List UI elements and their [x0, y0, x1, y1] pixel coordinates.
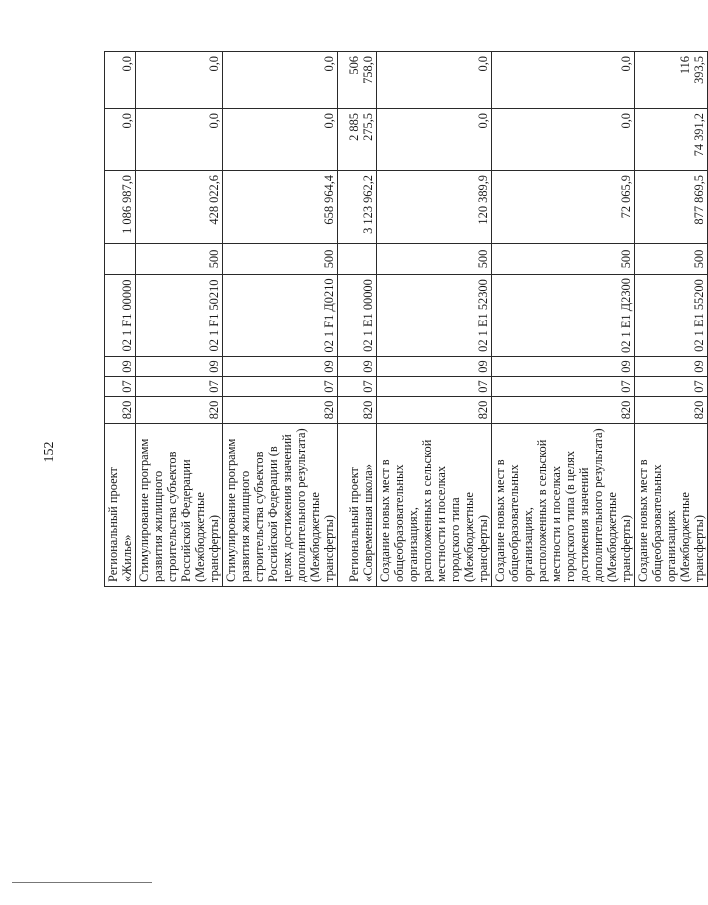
expense-type-code: 500 — [223, 244, 338, 275]
row-name: Создание новых мест в общеобразовательных организациях, расположенных в сельской местности и поселках городского типа (Межбюджетные трансферты) — [377, 424, 492, 587]
ministry-code: 820 — [136, 397, 223, 424]
amount-year-3: 0,0 — [136, 52, 223, 109]
amount-year-3: 116 393,5 — [635, 52, 708, 109]
amount-year-2: 0,0 — [136, 109, 223, 171]
section-code: 07 — [492, 377, 635, 397]
row-name: Региональный проект «Жилье» — [105, 424, 136, 587]
table-row — [492, 52, 635, 587]
amount-year-1: 72 065,9 — [492, 171, 635, 244]
target-article-code: 02 1 F1 50210 — [136, 275, 223, 357]
table-row — [635, 52, 708, 587]
amount-year-3: 506 758,0 — [338, 52, 377, 109]
target-article-code: 02 1 F1 Д0210 — [223, 275, 338, 357]
section-code: 07 — [635, 377, 708, 397]
table-row — [338, 52, 377, 587]
ministry-code: 820 — [338, 397, 377, 424]
table-row — [377, 52, 492, 587]
amount-year-3: 0,0 — [223, 52, 338, 109]
amount-year-3: 0,0 — [492, 52, 635, 109]
subsection-code: 09 — [105, 357, 136, 377]
subsection-code: 09 — [377, 357, 492, 377]
amount-year-1: 120 389,9 — [377, 171, 492, 244]
amount-year-3: 0,0 — [377, 52, 492, 109]
target-article-code: 02 1 E1 52300 — [377, 275, 492, 357]
target-article-code: 02 1 E1 Д2300 — [492, 275, 635, 357]
expense-type-code: 500 — [492, 244, 635, 275]
target-article-code: 02 1 E1 00000 — [338, 275, 377, 357]
budget-table-container — [104, 52, 706, 587]
section-code: 07 — [338, 377, 377, 397]
row-name: Региональный проект «Современная школа» — [338, 424, 377, 587]
amount-year-1: 1 086 987,0 — [105, 171, 136, 244]
section-code: 07 — [377, 377, 492, 397]
table-row — [105, 52, 136, 587]
budget-table — [104, 51, 708, 587]
table-row — [136, 52, 223, 587]
amount-year-1: 658 964,4 — [223, 171, 338, 244]
subsection-code: 09 — [223, 357, 338, 377]
row-name: Создание новых мест в общеобразовательных организациях (Межбюджетные трансферты) — [635, 424, 708, 587]
expense-type-code — [338, 244, 377, 275]
expense-type-code: 500 — [377, 244, 492, 275]
amount-year-1: 877 869,5 — [635, 171, 708, 244]
expense-type-code: 500 — [635, 244, 708, 275]
row-name: Стимулирование программ развития жилищного строительства субъектов Российской Федерации (в целях достижения значений дополнительного результата) (Межбюджетные трансферты) — [223, 424, 338, 587]
target-article-code: 02 1 E1 55200 — [635, 275, 708, 357]
amount-year-3: 0,0 — [105, 52, 136, 109]
scan-margin-line — [12, 882, 152, 883]
target-article-code: 02 1 F1 00000 — [105, 275, 136, 357]
section-code: 07 — [223, 377, 338, 397]
section-code: 07 — [136, 377, 223, 397]
amount-year-1: 3 123 962,2 — [338, 171, 377, 244]
expense-type-code: 500 — [136, 244, 223, 275]
amount-year-1: 428 022,6 — [136, 171, 223, 244]
subsection-code: 09 — [492, 357, 635, 377]
amount-year-2: 0,0 — [105, 109, 136, 171]
table-body — [105, 52, 708, 587]
ministry-code: 820 — [223, 397, 338, 424]
amount-year-2: 0,0 — [377, 109, 492, 171]
table-row — [223, 52, 338, 587]
amount-year-2: 0,0 — [223, 109, 338, 171]
page-number: 152 — [42, 441, 57, 463]
amount-year-2: 0,0 — [492, 109, 635, 171]
row-name: Создание новых мест в общеобразовательных организациях, расположенных в сельской местности и поселках городского типа (в целях достижения значений дополнительного результата) (Межбюджетные трансферты) — [492, 424, 635, 587]
section-code: 07 — [105, 377, 136, 397]
amount-year-2: 74 391,2 — [635, 109, 708, 171]
expense-type-code — [105, 244, 136, 275]
ministry-code: 820 — [105, 397, 136, 424]
amount-year-2: 2 885 275,5 — [338, 109, 377, 171]
ministry-code: 820 — [492, 397, 635, 424]
row-name: Стимулирование программ развития жилищного строительства субъектов Российской Федерации (Межбюджетные трансферты) — [136, 424, 223, 587]
subsection-code: 09 — [635, 357, 708, 377]
ministry-code: 820 — [635, 397, 708, 424]
subsection-code: 09 — [338, 357, 377, 377]
ministry-code: 820 — [377, 397, 492, 424]
subsection-code: 09 — [136, 357, 223, 377]
